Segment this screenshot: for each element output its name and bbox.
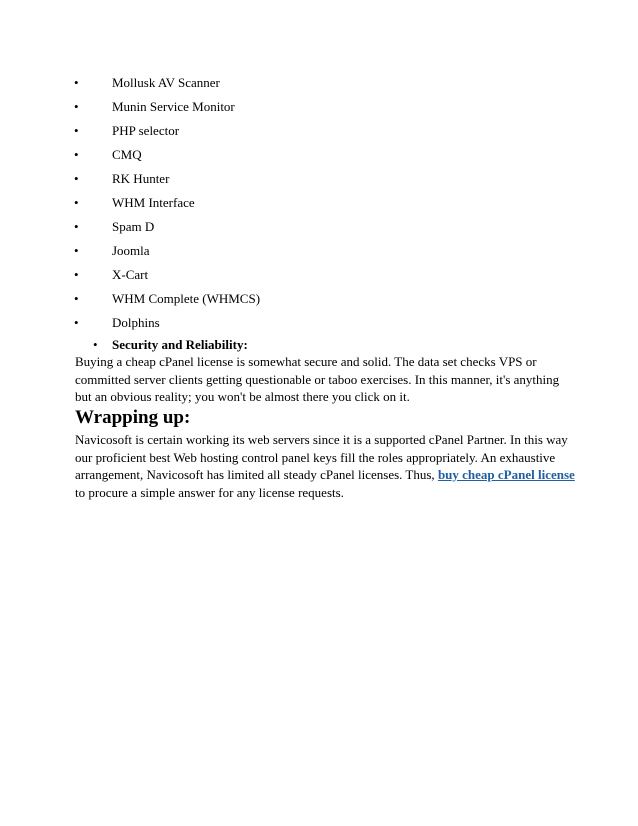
list-item-text: Mollusk AV Scanner [112, 75, 220, 90]
list-item-text: WHM Complete (WHMCS) [112, 291, 261, 306]
security-subheading: Security and Reliability: [112, 337, 248, 352]
buy-cpanel-license-link[interactable]: buy cheap cPanel license [437, 467, 575, 482]
bullet-icon: • [74, 267, 79, 282]
bullet-icon: • [74, 219, 79, 234]
bullet-icon: • [74, 243, 79, 258]
bullet-icon: • [74, 99, 79, 114]
list-item-text: Munin Service Monitor [112, 99, 235, 114]
list-item-text: X-Cart [112, 267, 149, 282]
bullet-icon: • [74, 195, 79, 210]
wrapping-up-text-before-link: Navicosoft is certain working its web servers since it is a supported cPanel Partner. In this way our proficient best Web hosting control panel keys fill the roles appropriately. An exhaustive arrangement, Navicosoft has limited all steady cPanel licenses. Thus, [75, 432, 568, 482]
bullet-icon: • [74, 75, 79, 90]
list-item-text: Spam D [112, 219, 155, 234]
security-paragraph: Buying a cheap cPanel license is somewhat secure and solid. The data set checks VPS or committed server clients getting questionable or taboo exercises. In this manner, it's anything but an obvious reality; you won't be almost there you click on it. [75, 354, 560, 404]
list-item-text: RK Hunter [112, 171, 170, 186]
bullet-icon: • [74, 123, 79, 138]
bullet-icon: • [74, 291, 79, 306]
wrapping-up-paragraph [75, 431, 575, 501]
wrapping-up-text-after-link: to procure a simple answer for any license requests. [75, 484, 344, 500]
list-item-text: PHP selector [112, 123, 180, 138]
security-subheading-row [0, 335, 638, 355]
bullet-icon: • [74, 147, 79, 162]
list-item-text: Joomla [112, 243, 150, 258]
list-item-text: Dolphins [112, 315, 160, 330]
bullet-icon: • [74, 315, 79, 330]
wrapping-up-heading: Wrapping up: [75, 407, 191, 428]
list-item-text: CMQ [112, 147, 142, 162]
bullet-icon: • [93, 337, 98, 352]
bullet-icon: • [74, 171, 79, 186]
list-item-text: WHM Interface [112, 195, 195, 210]
